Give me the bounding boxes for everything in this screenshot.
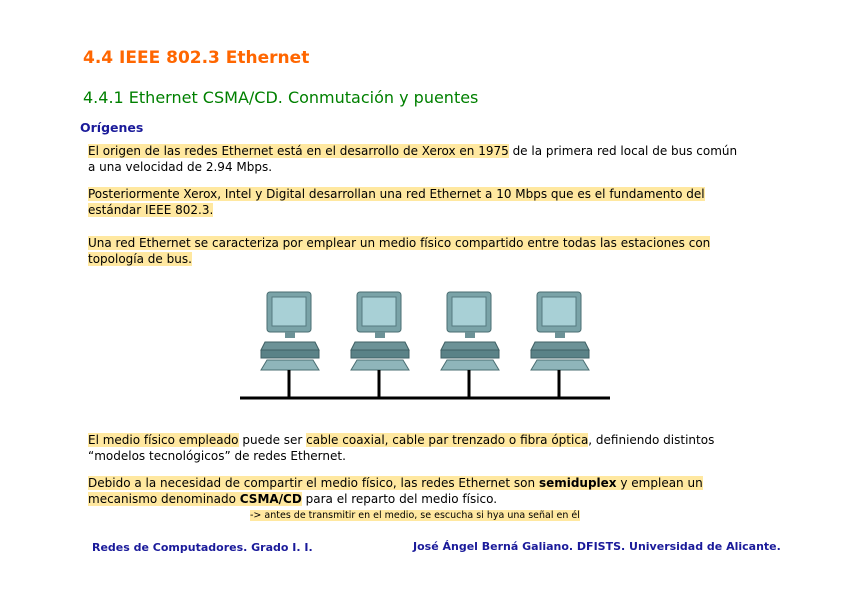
paragraph-bus: Una red Ethernet se caracteriza por emplear un medio físico compartido entre todas las estaciones con topología de bus. [88, 236, 711, 266]
paragraph-origin: El origen de las redes Ethernet está en el desarrollo de Xerox en 1975 de la primera red local de bus común a una velocidad de 2.94 Mbps. [88, 144, 738, 174]
note-csmacd: -> antes de transmitir en el medio, se escucha si hya una señal en él [250, 510, 580, 521]
computer-icon [441, 292, 499, 370]
paragraph-csmacd: Debido a la necesidad de compartir el medio físico, las redes Ethernet son semiduplex y emplean un mecanismo denominado CSMA/CD para el reparto del medio físico. [88, 476, 703, 506]
section-heading: Orígenes [80, 120, 144, 135]
paragraph-medium: El medio físico empleado puede ser cable coaxial, cable par trenzado o fibra óptica, definiendo distintos “modelos tecnológicos” de redes Ethernet. [88, 433, 715, 463]
computer-icon [531, 292, 589, 370]
footer-author: José Ángel Berná Galiano. DFISTS. Universidad de Alicante. [413, 540, 781, 553]
computer-icon [351, 292, 409, 370]
computer-icon [261, 292, 319, 370]
footer-course: Redes de Computadores. Grado I. I. [92, 541, 313, 554]
slide-subtitle: 4.4.1 Ethernet CSMA/CD. Conmutación y puentes [83, 88, 479, 107]
paragraph-xerox: Posteriormente Xerox, Intel y Digital desarrollan una red Ethernet a 10 Mbps que es el fundamento del estándar IEEE 802.3. [88, 187, 705, 217]
slide-title: 4.4 IEEE 802.3 Ethernet [83, 48, 310, 68]
bus-topology-figure [240, 282, 620, 402]
